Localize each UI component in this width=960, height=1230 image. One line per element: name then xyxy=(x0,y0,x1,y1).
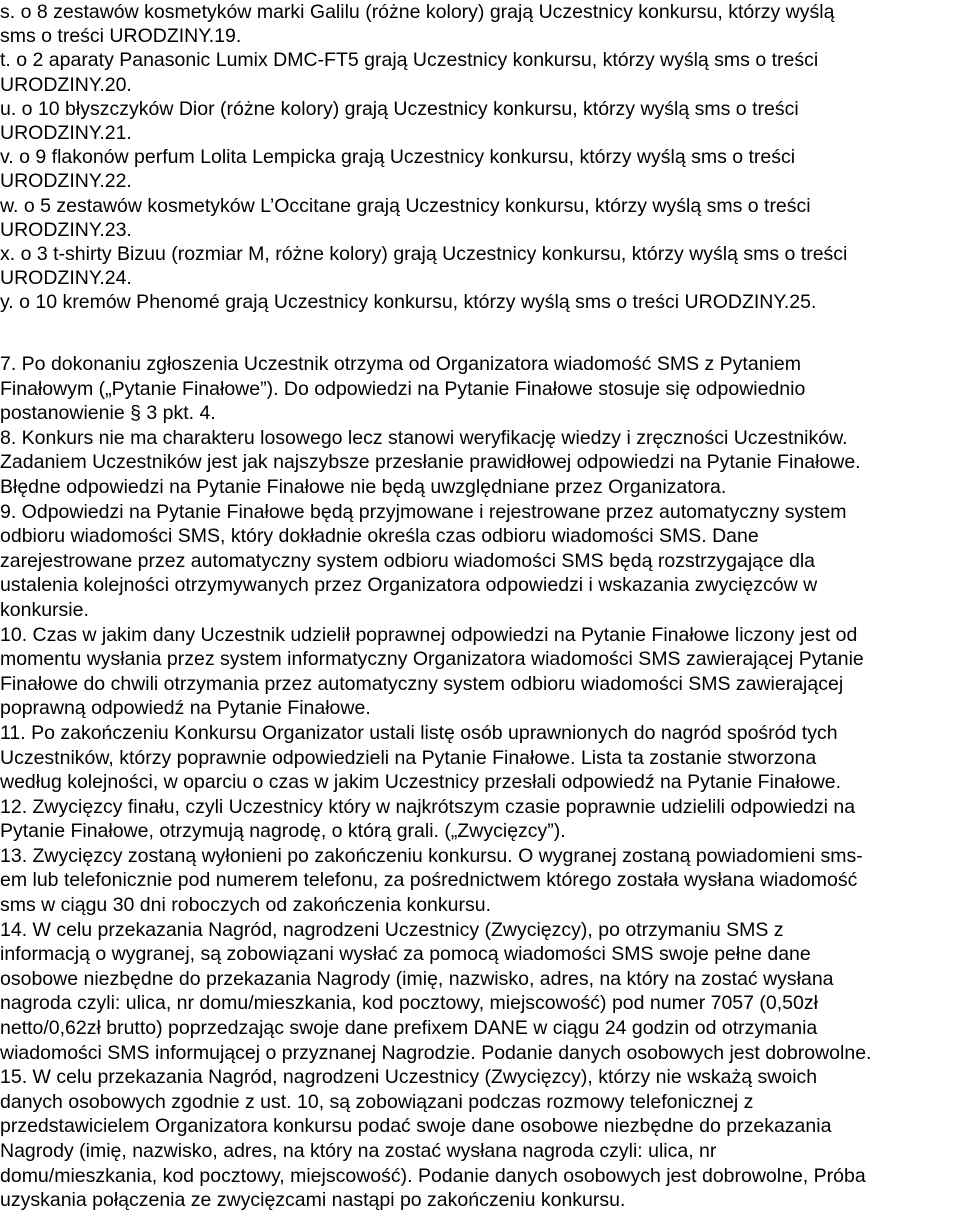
rules-line: 7. Po dokonaniu zgłoszenia Uczestnik otrzyma od Organizatora wiadomość SMS z Pytaniem xyxy=(0,353,801,375)
rules-line: domu/mieszkania, kod pocztowy, miejscowość). Podanie danych osobowych jest dobrowolne, Próba xyxy=(0,1164,866,1187)
rules-line: przedstawicielem Organizatora konkursu podać swoje dane osobowe niezbędne do przekazania xyxy=(0,1115,832,1138)
prize-list-line: y. o 10 kremów Phenomé grają Uczestnicy konkursu, którzy wyślą sms o treści URODZINY.25. xyxy=(0,291,817,314)
rules-line: zarejestrowane przez automatyczny system odbioru wiadomości SMS będą rozstrzygające dla xyxy=(0,549,816,572)
prize-list-line: w. o 5 zestawów kosmetyków L’Occitane grają Uczestnicy konkursu, którzy wyślą sms o treści xyxy=(0,194,811,217)
prize-list-line: URODZINY.22. xyxy=(0,170,132,193)
rules-line: Uczestników, którzy poprawnie odpowiedzieli na Pytanie Finałowe. Lista ta zostanie stworzona xyxy=(0,746,817,769)
prize-list-line: URODZINY.24. xyxy=(0,267,132,290)
rules-paragraphs xyxy=(0,352,960,1213)
prize-list-line: URODZINY.21. xyxy=(0,121,132,144)
rules-line: wiadomości SMS informującej o przyznanej Nagrodzie. Podanie danych osobowych jest dobrowolne. xyxy=(0,1041,872,1064)
prize-list-line: sms o treści URODZINY.19. xyxy=(0,25,242,48)
rules-line: osobowe niezbędne do przekazania Nagrody (imię, nazwisko, adres, na który na zostać wysłana xyxy=(0,967,834,990)
prize-list-line: u. o 10 błyszczyków Dior (różne kolory) grają Uczestnicy konkursu, którzy wyślą sms o treści xyxy=(0,97,799,120)
rules-line: 8. Konkurs nie ma charakteru losowego lecz stanowi weryfikację wiedzy i zręczności Uczestników. xyxy=(0,426,848,449)
rules-line: Zadaniem Uczestników jest jak najszybsze przesłanie prawidłowej odpowiedzi na Pytanie Finałowe. xyxy=(0,451,861,474)
rules-line: 11. Po zakończeniu Konkursu Organizator ustali listę osób uprawnionych do nagród spośród tych xyxy=(0,721,838,744)
rules-line: em lub telefonicznie pod numerem telefonu, za pośrednictwem którego została wysłana wiadomość xyxy=(0,869,858,892)
prize-list-line: t. o 2 aparaty Panasonic Lumix DMC-FT5 grają Uczestnicy konkursu, którzy wyślą sms o treści xyxy=(0,49,819,72)
rules-line: nagroda czyli: ulica, nr domu/mieszkania, kod pocztowy, miejscowość) pod numer 7057 (0,50zł xyxy=(0,992,818,1015)
prize-list-line: s. o 8 zestawów kosmetyków marki Galilu (różne kolory) grają Uczestnicy konkursu, którzy wyślą xyxy=(0,1,835,23)
rules-line: uzyskania połączenia ze zwycięzcami nastąpi po zakończeniu konkursu. xyxy=(0,1189,626,1212)
rules-line: poprawną odpowiedź na Pytanie Finałowe. xyxy=(0,697,371,720)
rules-line: sms w ciągu 30 dni roboczych od zakończenia konkursu. xyxy=(0,894,492,917)
rules-line: Finałowe do chwili otrzymania przez automatyczny system odbioru wiadomości SMS zawierającej xyxy=(0,672,844,695)
rules-line: 14. W celu przekazania Nagród, nagrodzeni Uczestnicy (Zwycięzcy), po otrzymaniu SMS z xyxy=(0,918,784,941)
rules-line: odbioru wiadomości SMS, który dokładnie określa czas odbioru wiadomości SMS. Dane xyxy=(0,525,759,548)
rules-line: Nagrody (imię, nazwisko, adres, na który na zostać wysłana nagroda czyli: ulica, nr xyxy=(0,1140,717,1162)
prize-list-line: URODZINY.20. xyxy=(0,73,132,96)
rules-line: postanowienie § 3 pkt. 4. xyxy=(0,402,216,425)
prize-list-line: URODZINY.23. xyxy=(0,218,132,241)
rules-line: informacją o wygranej, są zobowiązani wysłać za pomocą wiadomości SMS swoje pełne dane xyxy=(0,943,811,966)
prize-list-line: v. o 9 flakonów perfum Lolita Lempicka grają Uczestnicy konkursu, którzy wyślą sms o treści xyxy=(0,146,796,169)
rules-line: Błędne odpowiedzi na Pytanie Finałowe nie będą uwzględniane przez Organizatora. xyxy=(0,475,727,498)
prize-list-line: x. o 3 t-shirty Bizuu (rozmiar M, różne kolory) grają Uczestnicy konkursu, którzy wyślą sms o treści xyxy=(0,242,848,265)
rules-line: 13. Zwycięzcy zostaną wyłonieni po zakończeniu konkursu. O wygranej zostaną powiadomieni sms- xyxy=(0,844,863,867)
prize-list xyxy=(0,0,960,314)
rules-line: momentu wysłania przez system informatyczny Organizatora wiadomości SMS zawierającej Pytanie xyxy=(0,648,864,671)
rules-line: konkursie. xyxy=(0,598,89,621)
rules-line: 9. Odpowiedzi na Pytanie Finałowe będą przyjmowane i rejestrowane przez automatyczny system xyxy=(0,500,847,523)
rules-line: danych osobowych zgodnie z ust. 10, są zobowiązani podczas rozmowy telefonicznej z xyxy=(0,1090,754,1113)
rules-line: netto/0,62zł brutto) poprzedzając swoje dane prefixem DANE w ciągu 24 godzin od otrzymania xyxy=(0,1017,818,1040)
rules-line: 15. W celu przekazania Nagród, nagrodzeni Uczestnicy (Zwycięzcy), którzy nie wskażą swoich xyxy=(0,1066,818,1089)
rules-line: 10. Czas w jakim dany Uczestnik udzielił poprawnej odpowiedzi na Pytanie Finałowe liczony jest od xyxy=(0,623,858,646)
rules-line: 12. Zwycięzcy finału, czyli Uczestnicy który w najkrótszym czasie poprawnie udzielili odpowiedzi na xyxy=(0,795,856,818)
rules-line: ustalenia kolejności otrzymywanych przez Organizatora odpowiedzi i wskazania zwycięzców w xyxy=(0,574,818,597)
rules-line: Finałowym („Pytanie Finałowe”). Do odpowiedzi na Pytanie Finałowe stosuje się odpowiednio xyxy=(0,377,806,400)
rules-line: Pytanie Finałowe, otrzymują nagrodę, o którą grali. („Zwycięzcy”). xyxy=(0,820,566,843)
rules-line: według kolejności, w oparciu o czas w jakim Uczestnicy przesłali odpowiedź na Pytanie Finałowe. xyxy=(0,771,842,794)
